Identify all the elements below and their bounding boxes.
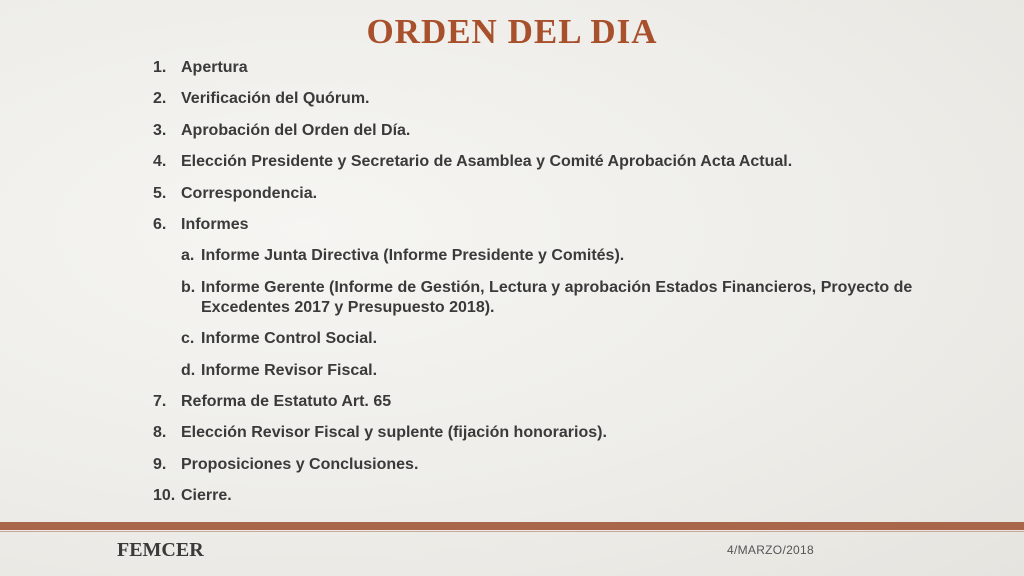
- item-number: 5.: [153, 184, 167, 202]
- agenda-item: [153, 486, 913, 506]
- item-number: 3.: [153, 121, 167, 139]
- footer-organization: FEMCER: [117, 539, 204, 561]
- agenda-item: [153, 184, 913, 204]
- agenda-item: [153, 89, 913, 109]
- item-text: Aprobación del Orden del Día.: [181, 121, 411, 139]
- agenda-item: [153, 215, 913, 235]
- agenda-subitem: [153, 361, 913, 381]
- item-letter: c.: [181, 330, 195, 348]
- item-number: 10.: [153, 487, 176, 505]
- item-number: 1.: [153, 59, 167, 76]
- item-text: Apertura: [181, 59, 248, 76]
- item-number: 4.: [153, 153, 167, 171]
- agenda-item: [153, 121, 913, 141]
- agenda-subitem: [153, 278, 913, 318]
- agenda-item: [153, 58, 913, 78]
- footer-date: 4/MARZO/2018: [727, 543, 814, 557]
- item-text: Informe Revisor Fiscal.: [201, 361, 378, 379]
- item-number: 6.: [153, 215, 167, 233]
- item-text: Informes: [181, 215, 249, 233]
- agenda-item: [153, 423, 913, 443]
- agenda-item: [153, 455, 913, 475]
- item-number: 9.: [153, 455, 167, 473]
- item-text: Reforma de Estatuto Art. 65: [181, 392, 392, 410]
- item-letter: d.: [181, 361, 196, 379]
- item-letter: b.: [181, 278, 196, 296]
- agenda-item: [153, 392, 913, 412]
- item-text: Informe Gerente (Informe de Gestión, Lectura y aprobación Estados Financieros, Proyecto de Excedentes 2017 y Presupuesto 2018).: [201, 278, 913, 316]
- item-text: Elección Revisor Fiscal y suplente (fijación honorarios).: [181, 424, 607, 442]
- item-text: Elección Presidente y Secretario de Asamblea y Comité Aprobación Acta Actual.: [181, 153, 793, 171]
- agenda-subitem: [153, 246, 913, 266]
- item-number: 2.: [153, 90, 167, 108]
- item-text: Correspondencia.: [181, 184, 318, 202]
- agenda-item: [153, 152, 913, 172]
- footer-divider: [0, 531, 1024, 532]
- item-text: Informe Junta Directiva (Informe Presidente y Comités).: [201, 247, 625, 265]
- item-text: Informe Control Social.: [201, 330, 378, 348]
- slide-title: ORDEN DEL DIA: [366, 12, 658, 51]
- item-text: Cierre.: [181, 487, 232, 505]
- item-number: 7.: [153, 392, 167, 410]
- footer-band: [0, 522, 1024, 530]
- agenda-list: [153, 58, 913, 517]
- agenda-subitem: [153, 329, 913, 349]
- item-text: Verificación del Quórum.: [181, 90, 370, 108]
- item-letter: a.: [181, 247, 195, 265]
- item-number: 8.: [153, 424, 167, 442]
- item-text: Proposiciones y Conclusiones.: [181, 455, 419, 473]
